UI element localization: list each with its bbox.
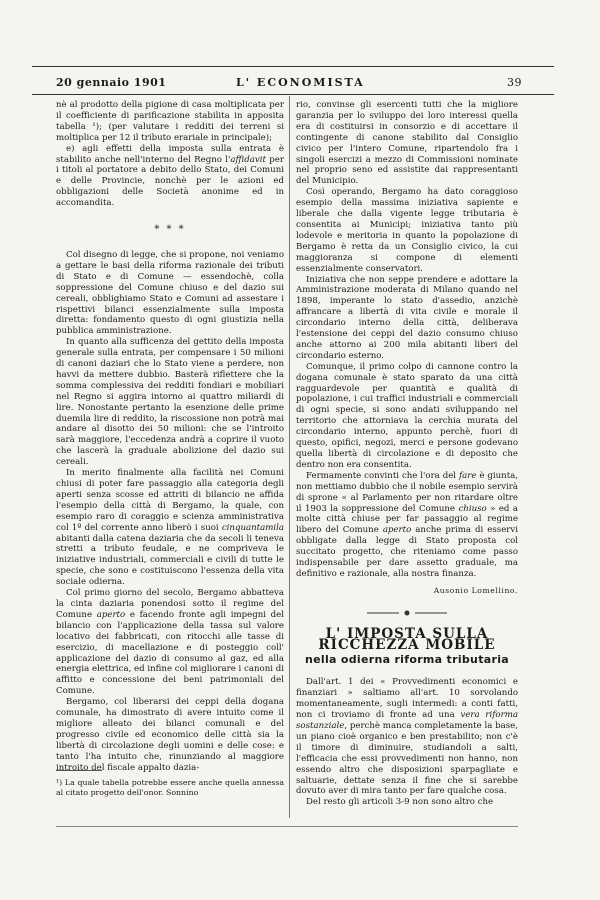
left-paragraph-1: nè al prodotto della pigione di casa moltiplicata per il coefficiente di parificazione stabilita in apposita tabella ¹); (per valutare i redditi dei terreni si moltiplica per 12 il tributo erariale in principale);: [56, 100, 284, 143]
article-subtitle: nella odierna riforma tributaria: [305, 652, 509, 666]
right-paragraph-1: rio, convinse gli esercenti tutti che la migliore garanzia per lo sviluppo dei loro interessi quella era di costituirsi in consorzio e di accettare il contingente di canone stabilito dal Consiglio civico per l'intero Comune, ripartendolo fra i singoli esercizi a mezzo di Commissioni nominate nel proprio seno ed assistite dai rappresentanti del Municipio.: [296, 100, 518, 187]
page-number: 39: [507, 76, 522, 89]
right-paragraph-6: Dall'art. 1 dei « Provvedimenti economici e finanziari » saltiamo all'art. 10 sorvolando momentaneamente, sugli intermedi: a conti fatti, non ci troviamo di fronte ad una vera riforma sostanziale, perchè manca completamente la base, un piano cioè organico e ben prestabilito; non c'è il timore di diminuire, studiandoli a salti, l'efficacia che essi provvedimenti non hanno, non essendo altro che disposizioni sparpagliate e saltuarie, dettate senza il fine che si sarebbe dovuto aver di mira tanto per fare qualche cosa.: [296, 677, 518, 797]
right-paragraph-4: Comunque, il primo colpo di cannone contro la dogana comunale è stato sparato da una città ragguardevole per quantità e qualità di popolazione, i cui traffici industriali e commerciali di ogni specie, si sono andati sviluppando nel territorio che attorniava la cerchia murata del circondario interno, appunto perchè, fuori di questo, opifici, negozi, merci e persone godevano quella libertà di circolazione e di deposito che dentro non era consentita.: [296, 361, 518, 470]
article-title: L' IMPOSTA SULLA RICCHEZZA MOBILE: [318, 625, 496, 653]
journal-title: L' ECONOMISTA: [236, 76, 365, 89]
left-paragraph-7: Bergamo, col liberarsi dei ceppi della dogana comunale, ha dimostrato di avere intuito come il migliore alleato dei bilanci comunali e del progresso civile ed economico delle città sia la libertà di circolazione degli uomini e delle cose: e tanto l'ha intuito che, rinunziando al maggiore introito del fiscale appalto dazia-: [56, 697, 284, 773]
author-signature: Ausonio Lomellino.: [433, 585, 518, 595]
column-divider: [289, 96, 290, 818]
top-border-rule: [32, 66, 554, 67]
right-column: [296, 100, 518, 808]
left-paragraph-2: e) agli effetti della imposta sulla entrata è stabilito anche nell'interno del Regno l'affidavit per i titoli al portatore a debito dello Stato, dei Comuni e delle Provincie, nonchè per le azioni ed obbligazioni delle Società anonime ed in accomandita.: [56, 143, 284, 209]
page-header: [56, 76, 522, 92]
left-paragraph-3: Col disegno di legge, che si propone, noi veniamo a gettare le basi della riforma razionale dei tributi di Stato e di Comune — essendochè, colla soppressione del Comune chiuso e del dazio sui cereali, obblighiamo Stato e Comuni ad assestare i rispettivi bilanci essenzialmente sulla imposta diretta: fondamento questo di ogni giustizia nella pubblica amministrazione.: [56, 249, 284, 337]
ornament-icon: [367, 609, 447, 617]
footnote-rule: [56, 770, 102, 771]
left-paragraph-5: In merito finalmente alla facilità nei Comuni chiusi di poter fare passaggio alla categoria degli aperti senza scosse ed attriti di bilancio ne affida l'esempio della città di Bergamo, la quale, con esempio raro di coraggio e scienza amministrativa col 1º del corrente anno liberò i suoi cinquantamila abitanti dalla catena daziaria che da secoli li teneva stretti a tributo feudale, e ne compriveva le iniziative industriali, commerciali e civili di tutte le specie, che sono e costituiscono l'essenza della vita sociale odierna.: [56, 468, 284, 588]
header-rule: [32, 94, 554, 95]
right-paragraph-7: Del resto gli articoli 3-9 non sono altro che: [306, 797, 494, 808]
right-paragraph-2: Così operando, Bergamo ha dato coraggioso esempio della massima iniziativa sapiente e liberale che dalla vigente legge tributaria è consentita ai Municipi; iniziativa tanto più lodevole e meritoria in quanto la popolazione di Bergamo è retta da un Consiglio civico, la cui maggioranza si compone di elementi essenzialmente conservatori.: [296, 187, 518, 274]
ornamental-divider: [296, 609, 518, 621]
footnote: ¹) La quale tabella potrebbe essere anche quella annessa al citato progetto dell'onor. Sonnino: [56, 778, 284, 797]
section-separator-stars: * * *: [154, 224, 186, 236]
right-paragraph-3: Iniziativa che non seppe prendere e adottare la Amministrazione moderata di Milano quando nel 1898, imperante lo stato d'assedio, anzichè affrancare a libertà di vita civile e morale il circondario interno della città, deliberava l'estensione dei ceppi del dazio consumo chiuso anche attorno ai 200 mila abitanti liberi del circondario esterno.: [296, 274, 518, 361]
left-column: [56, 100, 284, 773]
left-paragraph-6: Col primo giorno del secolo, Bergamo abbatteva la cinta daziaria ponendosi sotto il regime del Comune aperto e facendo fronte agli impegni del bilancio con l'applicazione della tassa sul valore locativo dei fabbricati, con ritocchi alle tasse di esercizio, di macellazione e di posteggio coll' applicazione del dazio di consumo al gaz, ed alla energia elettrica, ed infine col migliorare i canoni di affitto e concessione dei beni patrimoniali del Comune.: [56, 588, 284, 697]
header-date: 20 gennaio 1901: [56, 76, 167, 89]
right-paragraph-5: Fermamente convinti che l'ora del fare è giunta, non mettiamo dubbio che il nobile esempio servirà di sprone « al Parlamento per non ritardare oltre il 1903 la soppressione del Comune chiuso » ed a molte città chiuse per far passaggio al regime libero del Comune aperto anche prima di esservi obbligate dalla legge di Stato proposta col succitato progetto, che riteniamo come passo indispensabile per dare assetto graduale, ma definitivo e razionale, alla nostra finanza.: [296, 470, 519, 579]
bottom-rule: [56, 826, 518, 827]
left-paragraph-4: In quanto alla sufficenza del gettito della imposta generale sulla entrata, per compensare i 50 milioni di canoni daziari che lo Stato viene a perdere, non havvi da mettere dubbio. Basterà riflettere che la somma complessiva dei redditi fondiari e mobiliari nel Regno si aggira intorno ai quattro miliardi di lire. Nonostante pertanto la esenzione delle prime duemila lire di reddito, la riscossione non potrà mai andare al disotto dei 50 milioni: che se l'introito sarà maggiore, l'eccedenza andrà a coprire il vuoto che lascerà la graduale abolizione del dazio sui cereali.: [56, 337, 284, 468]
